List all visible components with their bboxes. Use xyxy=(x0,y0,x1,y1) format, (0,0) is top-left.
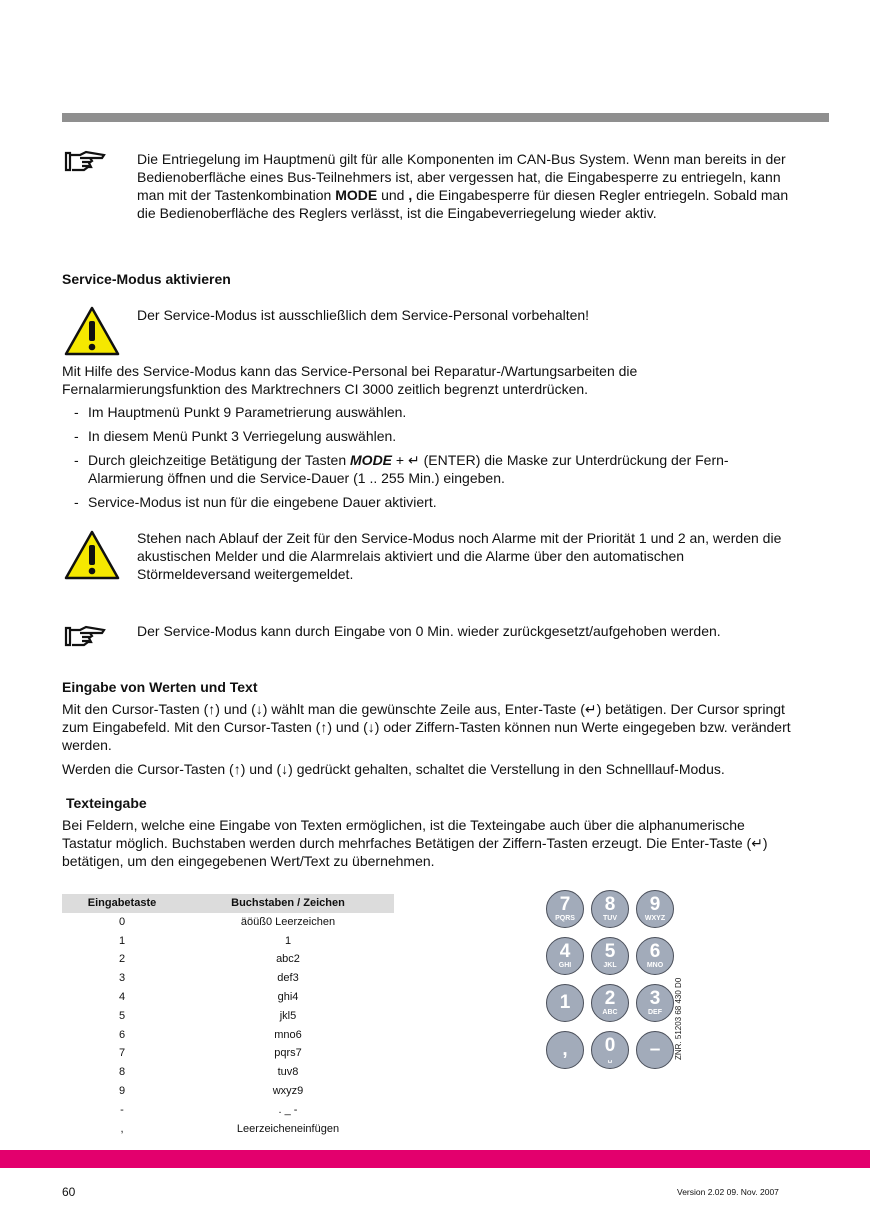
step: - Service-Modus ist nun für die eingebene Dauer aktiviert. xyxy=(62,493,792,511)
footer-bar xyxy=(0,1150,870,1168)
warning-alarm-after-timeout: Stehen nach Ablauf der Zeit für den Service-Modus noch Alarme mit der Priorität 1 und 2 an, werden die akustischen Melder und die Alarmrelais aktiviert und die Alarme über den automatischen Störmeldeversand weitergemeldet. xyxy=(137,530,782,582)
table-cell: mno6 xyxy=(274,1028,302,1041)
table-row xyxy=(62,932,394,951)
input-p3: Bei Feldern, welche eine Eingabe von Texten ermöglichen, ist die Texteingabe auch über die alphanumerische Tastatur möglich. Buchstaben werden durch mehrfaches Betätigen der Ziffern-Tasten erzeugt. Die Enter-Taste (↵) betätigen, um den eingegebenen Wert/Text zu übernehmen. xyxy=(62,817,768,869)
input-p1: Mit den Cursor-Tasten (↑) und (↓) wählt man die gewünschte Zeile aus, Enter-Taste (↵) betätigen. Der Cursor springt zum Eingabefeld. Mit den Cursor-Tasten (↑) und (↓) oder Ziffern-Tasten können nun Werte eingegeben bzw. verändert werden. xyxy=(62,701,791,753)
table-row xyxy=(62,988,394,1007)
key-number: , xyxy=(562,1039,568,1060)
table-row xyxy=(62,950,394,969)
key-letters: GHI xyxy=(558,962,572,969)
key-number: 9 xyxy=(649,894,661,915)
key-8 xyxy=(636,984,674,1022)
table-cell: abc2 xyxy=(276,953,300,966)
heading-text-input: Texteingabe xyxy=(66,795,147,811)
key-letters: JKL xyxy=(603,962,617,969)
key-5 xyxy=(636,937,674,975)
table-cell: tuv8 xyxy=(277,1066,299,1079)
key-4 xyxy=(591,937,629,975)
table-cell: 6 xyxy=(118,1028,126,1041)
table-cell: def3 xyxy=(277,972,299,985)
warning-icon xyxy=(64,530,120,580)
table-cell: pqrs7 xyxy=(274,1047,302,1060)
table-row xyxy=(62,913,394,932)
table-cell: 8 xyxy=(118,1066,126,1079)
key-letters: ␣ xyxy=(607,1056,613,1063)
key-number: 7 xyxy=(559,894,571,915)
key-letters: MNO xyxy=(646,962,664,969)
key-letters: PQRS xyxy=(555,915,575,922)
key-1 xyxy=(591,890,629,928)
table-row xyxy=(62,1063,394,1082)
table-row xyxy=(62,1007,394,1026)
key-table xyxy=(62,894,394,1138)
key-9 xyxy=(546,1031,584,1069)
table-row xyxy=(62,1101,394,1120)
key-number: 6 xyxy=(649,941,661,962)
warning-service-personnel: Der Service-Modus ist ausschließlich dem Service-Personal vorbehalten! xyxy=(137,307,590,323)
table-cell: ghi4 xyxy=(277,990,299,1003)
input-p2: Werden die Cursor-Tasten (↑) und (↓) gedrückt gehalten, schaltet die Verstellung in den Schnelllauf-Modus. xyxy=(62,761,725,777)
version-info: Version 2.02 09. Nov. 2007 xyxy=(677,1187,779,1197)
key-letters: ABC xyxy=(602,1009,618,1016)
pointing-hand-icon xyxy=(64,625,106,649)
table-cell: wxyz9 xyxy=(272,1084,304,1097)
service-steps xyxy=(62,403,792,517)
table-cell: 2 xyxy=(118,953,126,966)
key-number: 1 xyxy=(559,992,571,1013)
key-number: 0 xyxy=(604,1035,616,1056)
table-cell: 1 xyxy=(284,934,292,947)
table-cell: 9 xyxy=(118,1084,126,1097)
table-cell: , xyxy=(120,1122,124,1135)
table-row xyxy=(62,1044,394,1063)
key-number: 2 xyxy=(604,988,616,1009)
heading-input: Eingabe von Werten und Text xyxy=(62,679,258,695)
step: - Im Hauptmenü Punkt 9 Parametrierung auswählen. xyxy=(62,403,792,421)
key-number: 3 xyxy=(649,988,661,1009)
table-cell: 3 xyxy=(118,972,126,985)
note-reset: Der Service-Modus kann durch Eingabe von 0 Min. wieder zurückgesetzt/aufgehoben werden. xyxy=(137,623,721,639)
table-cell: 1 xyxy=(118,934,126,947)
key-number: 8 xyxy=(604,894,616,915)
table-cell: 0 xyxy=(118,915,126,928)
key-number: 4 xyxy=(559,941,571,962)
heading-service-mode: Service-Modus aktivieren xyxy=(62,271,231,287)
key-11 xyxy=(636,1031,674,1069)
table-cell: 4 xyxy=(118,990,126,1003)
column-header: Buchstaben / Zeichen xyxy=(182,894,394,913)
pointing-hand-icon xyxy=(64,150,106,174)
key-3 xyxy=(546,937,584,975)
key-10 xyxy=(591,1031,629,1069)
page-number: 60 xyxy=(62,1185,76,1199)
table-row xyxy=(62,969,394,988)
note-unlock: Die Entriegelung im Hauptmenü gilt für alle Komponenten im CAN-Bus System. Wenn man bereits in der Bedienoberfläche eines Bus-Teilnehmers ist, aber vergessen hat, die Eingabesperre zu entriegeln, kann man mit der Tastenkombination MODE und , die Eingabesperre für diesen Regler entriegeln. Sobald man die Bedienoberfläche des Reglers verlässt, ist die Eingabeverriegelung wieder aktiv. xyxy=(137,151,789,221)
table-cell: Leerzeicheneinfügen xyxy=(236,1122,340,1135)
key-0 xyxy=(546,890,584,928)
header-rule xyxy=(62,113,829,122)
key-2 xyxy=(636,890,674,928)
table-row xyxy=(62,1082,394,1101)
key-letters: DEF xyxy=(648,1009,662,1016)
step: - In diesem Menü Punkt 3 Verriegelung auswählen. xyxy=(62,427,792,445)
table-row xyxy=(62,1026,394,1045)
table-cell: 7 xyxy=(118,1047,126,1060)
table-cell: äöüß0 Leerzeichen xyxy=(240,915,336,928)
key-letters: TUV xyxy=(603,915,617,922)
warning-icon xyxy=(64,306,120,356)
service-intro: Mit Hilfe des Service-Modus kann das Service-Personal bei Reparatur-/Wartungsarbeiten die Fernalarmierungsfunktion des Marktrechners CI 3000 zeitlich begrenzt unterdrücken. xyxy=(62,363,638,397)
column-header: Eingabetaste xyxy=(62,894,182,913)
step: - Durch gleichzeitige Betätigung der Tasten MODE + ↵ (ENTER) die Maske zur Unterdrückung der Fern-Alarmierung öffnen und die Service-Dauer (1 .. 255 Min.) eingeben. xyxy=(62,451,792,487)
table-cell: jkl5 xyxy=(279,1009,297,1022)
table-row xyxy=(62,1120,394,1139)
table-cell: - xyxy=(120,1103,124,1116)
part-number: ZNR. 51203 68 430 D0 xyxy=(674,977,683,1060)
key-number: 5 xyxy=(604,941,616,962)
key-letters: WXYZ xyxy=(644,915,666,922)
table-cell: 5 xyxy=(118,1009,126,1022)
key-6 xyxy=(546,984,584,1022)
key-number: – xyxy=(649,1039,661,1060)
key-7 xyxy=(591,984,629,1022)
table-cell: . _ - xyxy=(278,1103,298,1116)
